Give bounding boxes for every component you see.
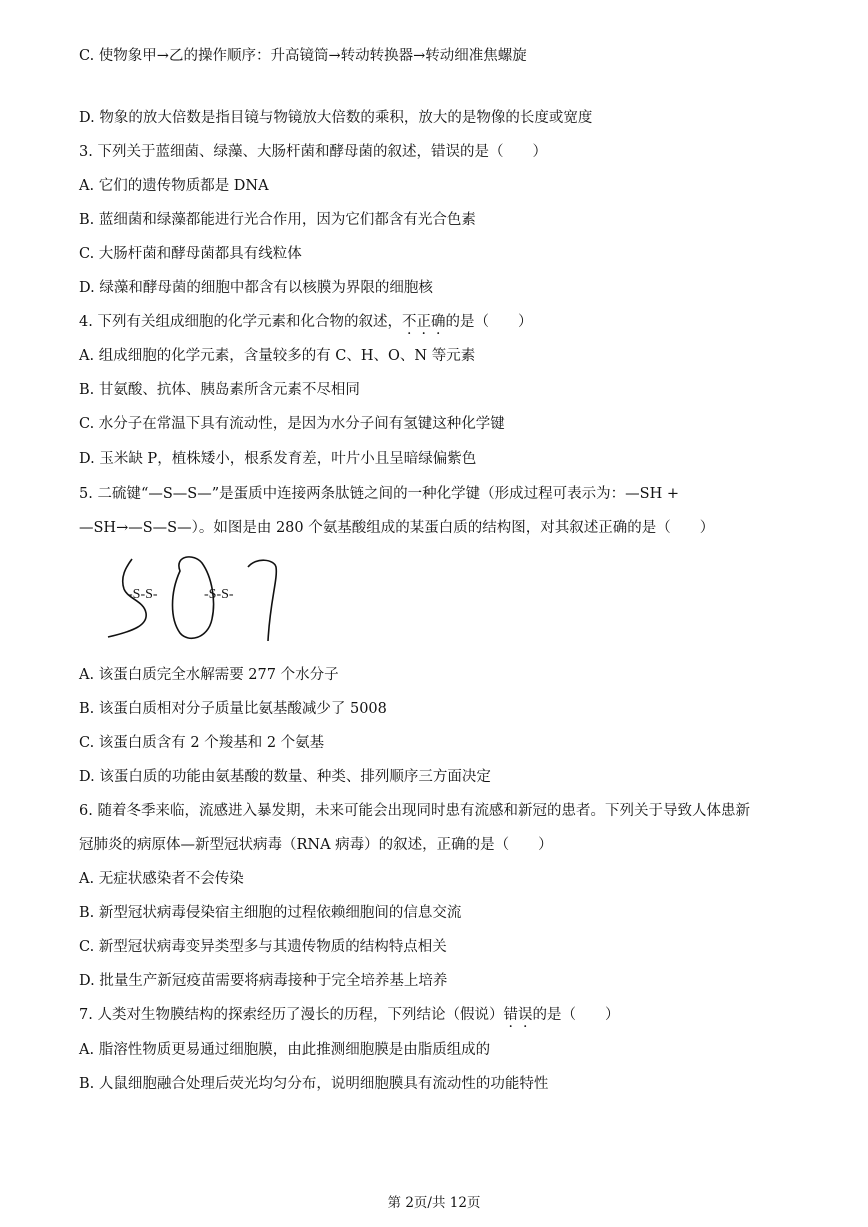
- line-c-option: C. 使物象甲→乙的操作顺序：升高镜筒→转动转换器→转动细准焦螺旋: [79, 48, 527, 64]
- disulfide-bond-protein-diagram: [104, 553, 284, 653]
- question-5-line1: 5. 二硫键“—S—S—”是蛋质中连接两条肽链之间的一种化学键（形成过程可表示为：—SH +: [79, 486, 679, 502]
- emphasis-char: 误: [517, 1007, 533, 1023]
- question-6-line2: 冠肺炎的病原体—新型冠状病毒（RNA 病毒）的叙述，正确的是（ ）: [79, 837, 553, 853]
- q6-option-c: C. 新型冠状病毒变异类型多与其遗传物质的结构特点相关: [79, 939, 447, 955]
- q6-option-d: D. 批量生产新冠疫苗需要将病毒接种于完全培养基上培养: [79, 973, 448, 989]
- emphasis-char: 确: [430, 314, 446, 330]
- page-footer: 第 2页/共 12页: [387, 1195, 481, 1211]
- q3-option-b: B. 蓝细菌和绿藻都能进行光合作用，因为它们都含有光合色素: [79, 212, 476, 228]
- q7-option-a: A. 脂溶性物质更易通过细胞膜，由此推测细胞膜是由脂质组成的: [79, 1042, 491, 1058]
- line-d-option: D. 物象的放大倍数是指目镜与物镜放大倍数的乘积，放大的是物像的长度或宽度: [79, 110, 593, 126]
- question-3: 3. 下列关于蓝细菌、绿藻、大肠杆菌和酵母菌的叙述，错误的是（ ）: [79, 144, 547, 160]
- emphasis-char: 不: [401, 314, 417, 330]
- q4-option-b: B. 甘氨酸、抗体、胰岛素所含元素不尽相同: [79, 382, 360, 398]
- question-7: 7. 人类对生物膜结构的探索经历了漫长的历程，下列结论（假说）错误的是（ ）: [79, 1007, 620, 1023]
- question-5-line2: —SH→—S—S—）。如图是由 280 个氨基酸组成的某蛋白质的结构图，对其叙述正确的是（ ）: [79, 520, 715, 536]
- q5-option-b: B. 该蛋白质相对分子质量比氨基酸减少了 5008: [79, 701, 387, 717]
- q3-option-a: A. 它们的遗传物质都是 DNA: [79, 178, 269, 194]
- q7-option-b: B. 人鼠细胞融合处理后荧光均匀分布，说明细胞膜具有流动性的功能特性: [79, 1076, 549, 1092]
- question-4: 4. 下列有关组成细胞的化学元素和化合物的叙述，不正确的是（ ）: [79, 314, 533, 330]
- q4-option-c: C. 水分子在常温下具有流动性，是因为水分子间有氢键这种化学键: [79, 416, 505, 432]
- q6-option-a: A. 无症状感染者不会传染: [79, 871, 244, 887]
- q4-option-d: D. 玉米缺 P，植株矮小，根系发育差，叶片小且呈暗绿偏紫色: [79, 451, 477, 467]
- q5-option-c: C. 该蛋白质含有 2 个羧基和 2 个氨基: [79, 735, 325, 751]
- disulfide-label-right: -S-S-: [204, 587, 234, 602]
- disulfide-label-left: -S-S-: [128, 587, 158, 602]
- emphasis-char: 正: [416, 314, 431, 330]
- q3-option-d: D. 绿藻和酵母菌的细胞中都含有以核膜为界限的细胞核: [79, 280, 433, 296]
- right-chain-curve: [248, 560, 276, 641]
- q5-option-d: D. 该蛋白质的功能由氨基酸的数量、种类、排列顺序三方面决定: [79, 769, 491, 785]
- question-6-line1: 6. 随着冬季来临，流感进入暴发期，未来可能会出现同时患有流感和新冠的患者。下列关于导致人体患新: [79, 803, 750, 819]
- q3-option-c: C. 大肠杆菌和酵母菌都具有线粒体: [79, 246, 302, 262]
- q6-option-b: B. 新型冠状病毒侵染宿主细胞的过程依赖细胞间的信息交流: [79, 905, 462, 921]
- q4-option-a: A. 组成细胞的化学元素，含量较多的有 C、H、O、N 等元素: [79, 348, 476, 364]
- emphasis-char: 错: [503, 1007, 518, 1023]
- q5-option-a: A. 该蛋白质完全水解需要 277 个水分子: [79, 667, 339, 683]
